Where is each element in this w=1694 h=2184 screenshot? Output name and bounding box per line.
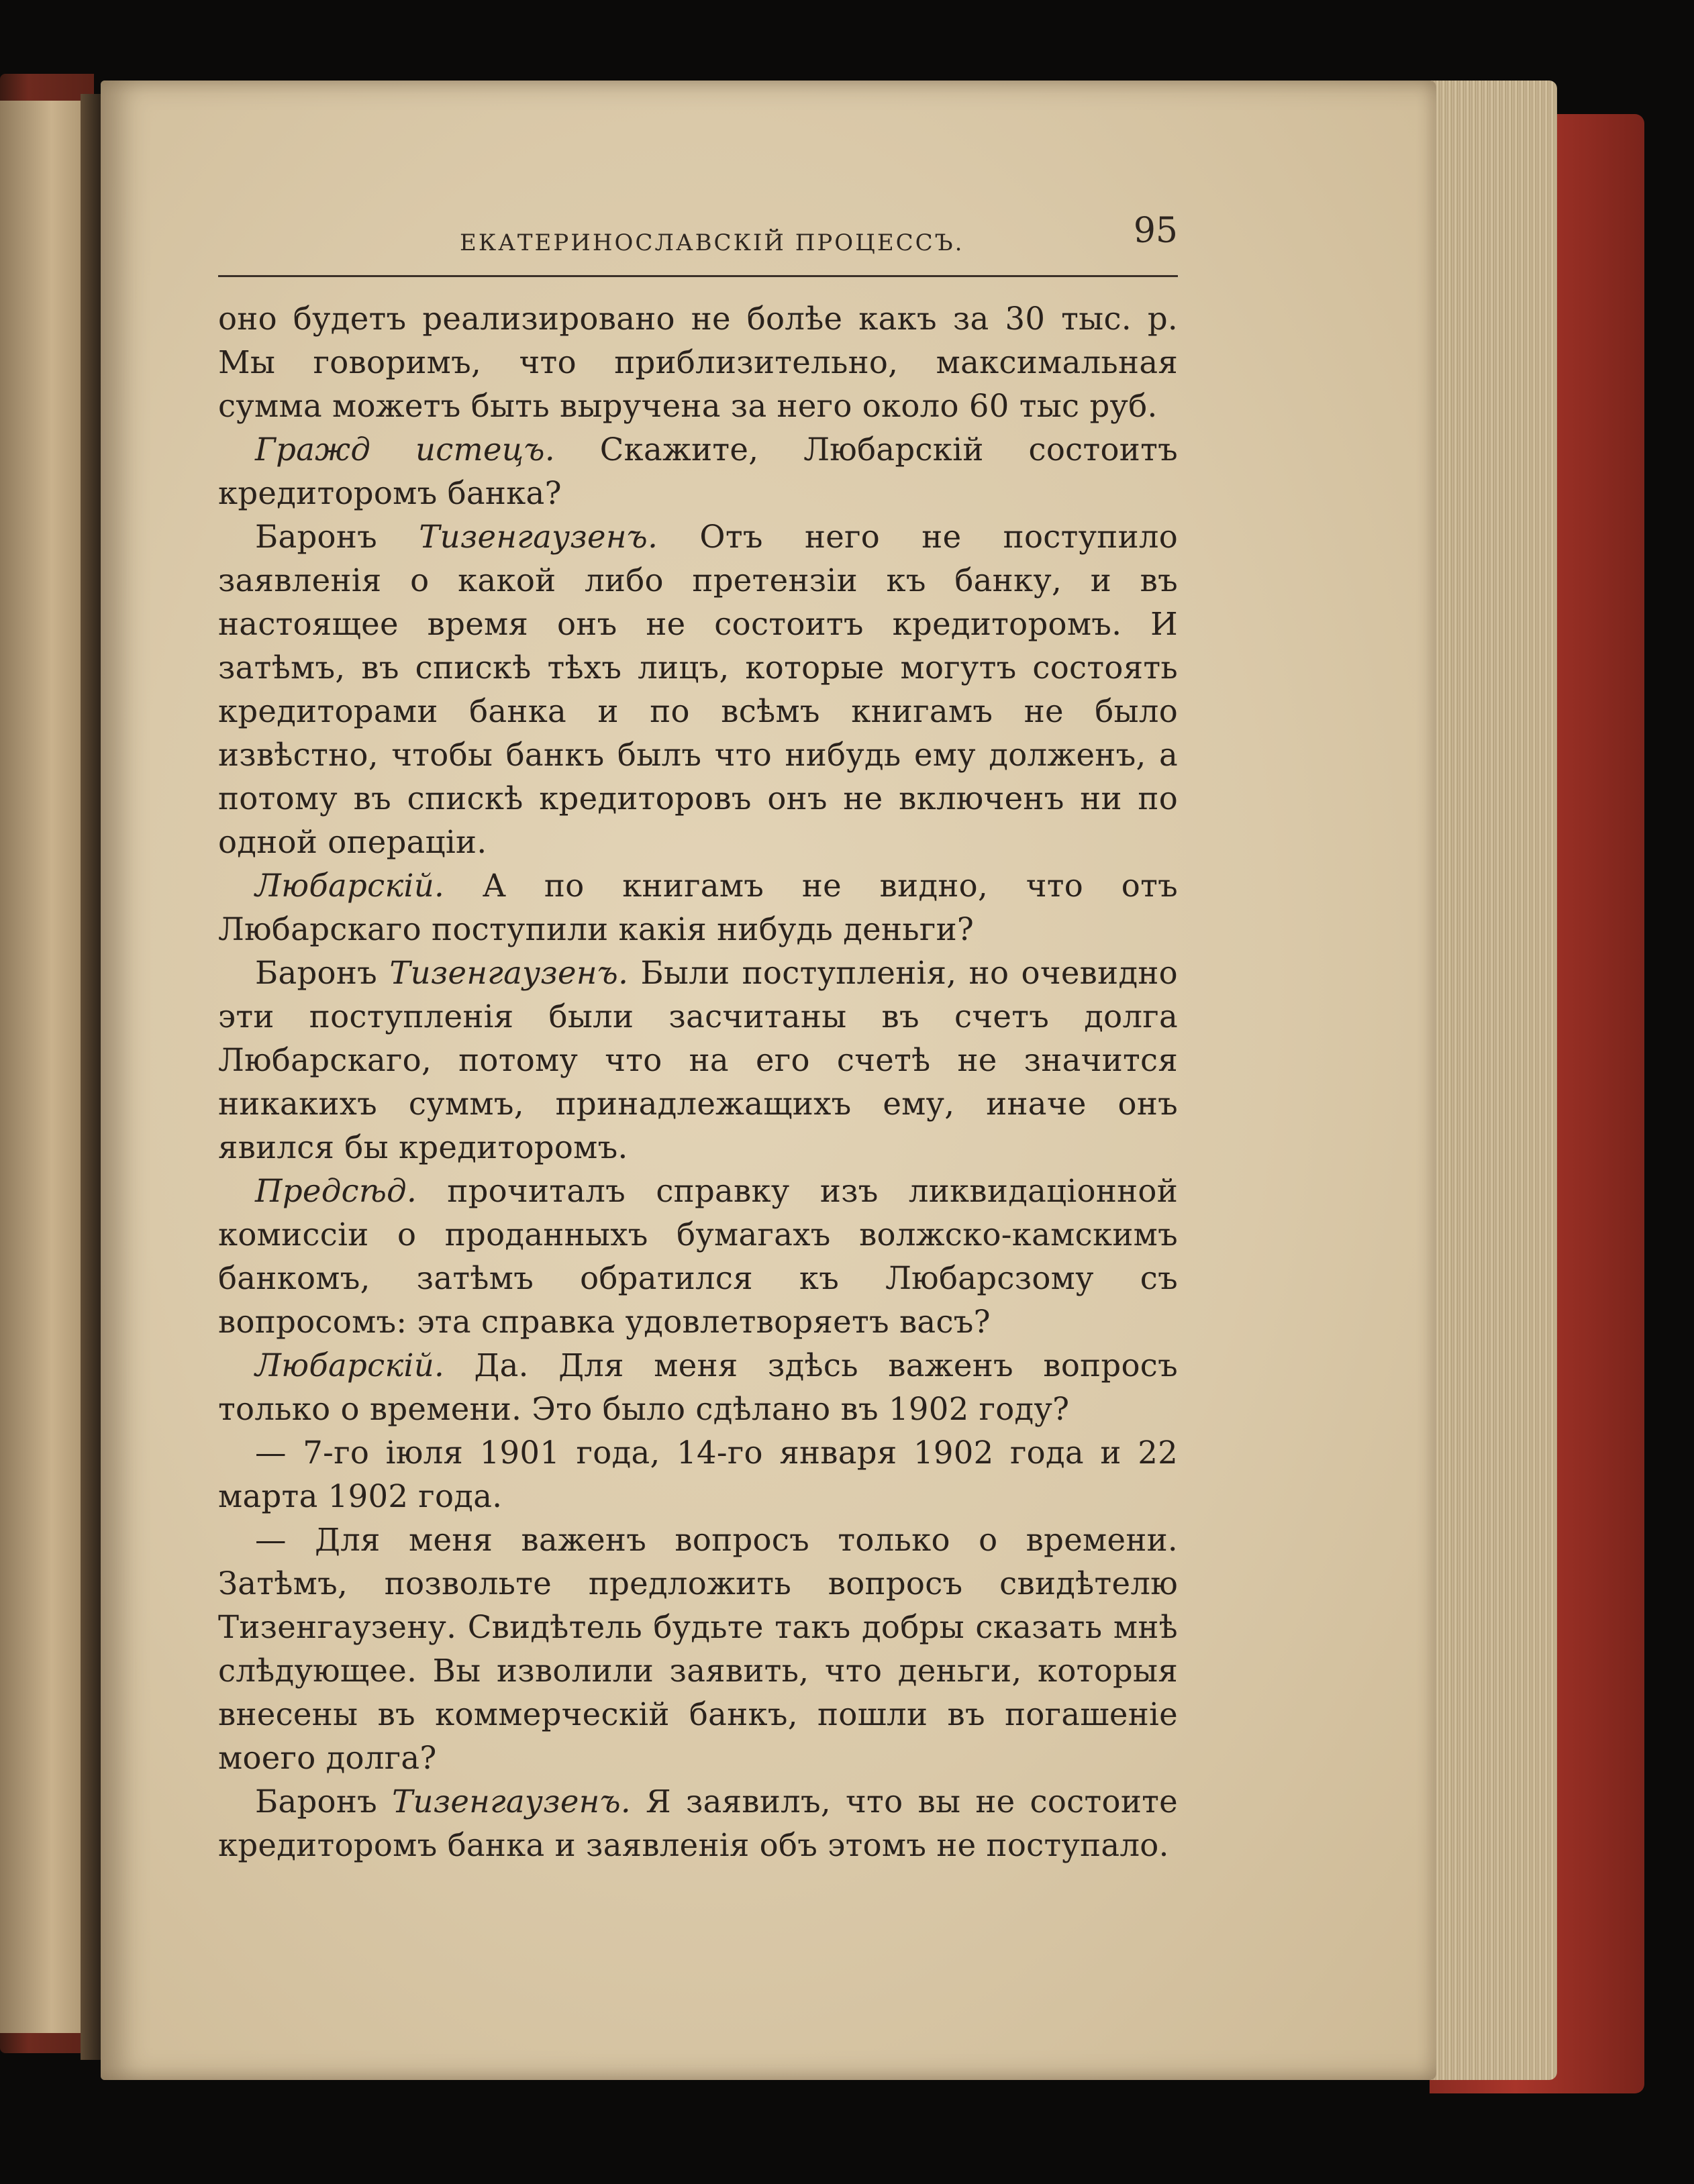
paragraph <box>218 951 1178 1169</box>
paragraph <box>218 1431 1178 1518</box>
header-title: ЕКАТЕРИНОСЛАВСКІЙ ПРОЦЕССЪ. <box>460 229 964 256</box>
speaker-name: Любарскій. <box>255 868 445 904</box>
paragraph-text: прочиталъ справку изъ ликвидаціонной комиссіи о проданныхъ бумагахъ волжско-камскимъ банкомъ, затѣмъ обратился къ Любарсзому съ вопросомъ: эта справка удовлетворяетъ васъ? <box>218 1173 1178 1340</box>
speaker-name: Тизенгаузенъ. <box>389 955 629 991</box>
paragraph-text: Были поступленія, но очевидно эти поступленія были засчитаны въ счетъ долга Любарскаго, потому что на его счетѣ не значится никакихъ суммъ, принадлежащихъ ему, иначе онъ явился бы кредиторомъ. <box>218 955 1178 1165</box>
speaker-title: Баронъ <box>255 1783 393 1820</box>
running-header <box>218 201 1178 277</box>
speaker-name: Гражд истецъ. <box>255 431 555 468</box>
paragraph <box>218 428 1178 515</box>
paragraph <box>218 515 1178 864</box>
speaker-title: Баронъ <box>255 519 419 555</box>
paragraph <box>218 1169 1178 1344</box>
page-content <box>218 201 1178 1867</box>
speaker-title: Баронъ <box>255 955 390 991</box>
paragraph <box>218 864 1178 951</box>
body-text <box>218 297 1178 1867</box>
paragraph-text: Отъ него не поступило заявленія о какой либо претензіи къ банку, и въ настоящее время онъ не состоитъ кредиторомъ. И затѣмъ, въ спискѣ тѣхъ лицъ, которые могутъ состоять кредиторами банка и по всѣмъ книгамъ не было извѣстно, чтобы банкъ былъ что нибудь ему долженъ, а потому въ спискѣ кредиторовъ онъ не включенъ ни по одной операціи. <box>218 519 1179 860</box>
page-number: 95 <box>1133 211 1178 251</box>
speaker-name: Тизенгаузенъ. <box>392 1783 631 1820</box>
paragraph <box>218 1344 1178 1431</box>
paragraph-text: А по книгамъ не видно, что отъ Любарскаго поступили какія нибудь деньги? <box>218 868 1178 947</box>
paragraph-text: — Для меня важенъ вопросъ только о времени. Затѣмъ, позвольте предложить вопросъ свидѣтелю Тизенгаузену. Свидѣтель будьте такъ добры сказать мнѣ слѣдующее. Вы изволили заявить, что деньги, которыя внесены въ коммерческій банкъ, пошли въ погашеніе моего долга? <box>218 1522 1178 1776</box>
speaker-name: Предсѣд. <box>255 1173 417 1209</box>
paragraph-text: Скажите, Любарскій состоитъ кредиторомъ банка? <box>218 431 1179 511</box>
paragraph-text: оно будетъ реализировано не болѣе какъ за 30 тыс. р. Мы говоримъ, что приблизительно, максимальная сумма можетъ быть выручена за него около 60 тыс руб. <box>218 301 1178 424</box>
speaker-name: Тизенгаузенъ. <box>419 519 658 555</box>
paragraph-text: Да. Для меня здѣсь важенъ вопросъ только о времени. Это было сдѣлано въ 1902 году? <box>218 1347 1178 1427</box>
paragraph <box>218 297 1178 428</box>
paragraph-text: Я заявилъ, что вы не состоите кредиторомъ банка и заявленія объ этомъ не поступало. <box>218 1783 1178 1863</box>
paragraph-text: — 7-го іюля 1901 года, 14-го января 1902 года и 22 марта 1902 года. <box>218 1435 1178 1514</box>
paragraph <box>218 1518 1178 1780</box>
paragraph <box>218 1780 1178 1867</box>
speaker-name: Любарскій. <box>255 1347 445 1384</box>
left-page-edge <box>0 101 94 2033</box>
